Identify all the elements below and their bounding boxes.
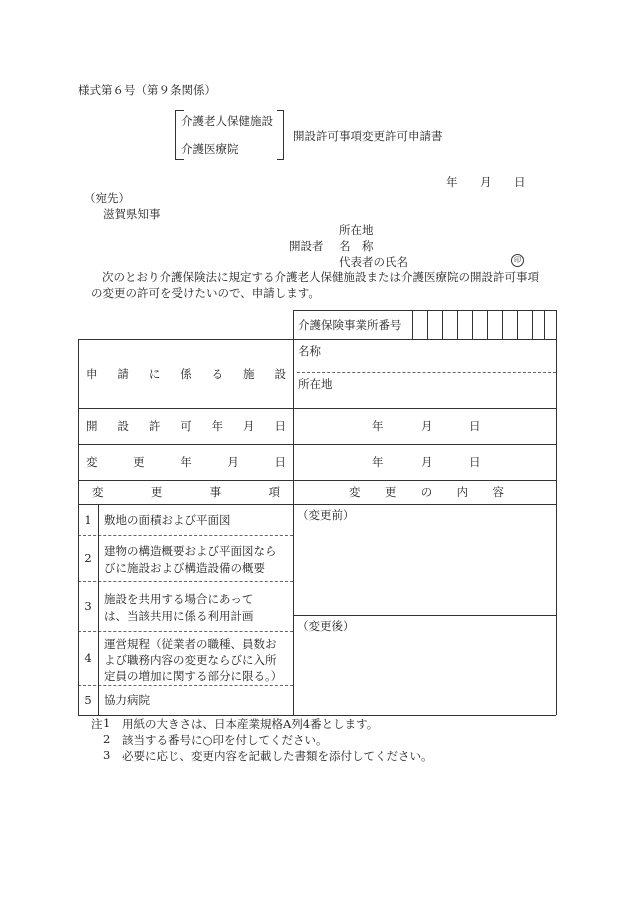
form-number: 様式第６号（第９条関係） bbox=[78, 83, 216, 97]
note-text: 用紙の大きさは、日本産業規格A列4番とします。 bbox=[122, 717, 379, 731]
header-char: 更 bbox=[384, 485, 397, 499]
dashed-rule bbox=[78, 535, 293, 536]
label-char: 日 bbox=[274, 455, 286, 469]
header-char: 変 bbox=[92, 485, 104, 499]
date-day-label: 日 bbox=[514, 175, 526, 189]
label-char: 変 bbox=[86, 455, 98, 469]
item-number: 3 bbox=[84, 599, 92, 613]
applicant-group-label: 開設者 bbox=[289, 239, 324, 253]
date-year-label: 年 bbox=[446, 175, 458, 189]
label-char: 施 bbox=[243, 366, 255, 381]
header-char: 変 bbox=[349, 485, 361, 499]
applicant-name-label: 名 称 bbox=[339, 239, 374, 253]
facility-label bbox=[86, 339, 286, 408]
date-month-label: 月 bbox=[480, 175, 492, 189]
label-char: 月 bbox=[243, 419, 255, 433]
item-number: 4 bbox=[84, 651, 92, 665]
seal-mark: 印 bbox=[511, 254, 524, 267]
label-char: 許 bbox=[148, 419, 161, 433]
item-text: は、当該共用に係る利用計画 bbox=[104, 609, 254, 623]
permit-month-unit: 月 bbox=[421, 419, 433, 433]
facility-name-label: 名称 bbox=[298, 344, 321, 358]
dashed-rule bbox=[78, 631, 293, 632]
note-number: 3 bbox=[103, 748, 111, 762]
label-char: る bbox=[211, 366, 224, 381]
rule bbox=[98, 504, 99, 715]
note-text: 必要に応じ、変更内容を記載した書類を添付してください。 bbox=[122, 749, 433, 763]
after-label: （変更後） bbox=[297, 619, 355, 633]
right-bracket bbox=[277, 110, 284, 160]
label-char: 年 bbox=[211, 419, 224, 433]
label-char: 開 bbox=[86, 419, 98, 433]
permit-date-label bbox=[86, 408, 286, 444]
header-char: の bbox=[420, 485, 433, 499]
body-text-line-2: の変更の許可を受けたいので、申請します。 bbox=[91, 286, 320, 300]
label-char: 月 bbox=[227, 455, 239, 469]
dashed-rule bbox=[78, 581, 293, 582]
addressee-name: 滋賀県知事 bbox=[103, 207, 161, 221]
label-char: 設 bbox=[117, 419, 129, 433]
rule bbox=[293, 615, 556, 616]
applicant-rep-label: 代表者の氏名 bbox=[339, 255, 408, 269]
facility-location-label: 所在地 bbox=[298, 377, 333, 391]
label-char: 更 bbox=[133, 455, 145, 469]
header-char: 項 bbox=[268, 485, 280, 499]
note-text: 該当する番号に○印を付してください。 bbox=[122, 733, 328, 747]
before-label: （変更前） bbox=[297, 508, 355, 522]
application-table bbox=[78, 310, 556, 715]
item-number: 1 bbox=[84, 512, 92, 527]
item-text: 建物の構造概要および平面図なら bbox=[104, 544, 277, 558]
provider-number-boxes[interactable] bbox=[413, 311, 555, 338]
header-char: 更 bbox=[150, 485, 163, 499]
label-char: に bbox=[148, 366, 161, 381]
label-char: 請 bbox=[117, 366, 129, 381]
label-char: 係 bbox=[180, 366, 192, 381]
note-number: 2 bbox=[103, 732, 111, 746]
label-char: 申 bbox=[86, 366, 98, 381]
page-title: 開設許可事項変更許可申請書 bbox=[293, 129, 443, 143]
item-text: 施設を共用する場合にあって bbox=[104, 592, 254, 606]
addressee-label: （宛先） bbox=[84, 191, 130, 205]
header-char: 事 bbox=[209, 485, 222, 499]
note-number: 1 bbox=[103, 716, 111, 730]
label-char: 日 bbox=[274, 419, 286, 433]
title-facility-2: 介護医療院 bbox=[181, 142, 239, 156]
provider-number-label: 介護保険事業所番号 bbox=[298, 317, 402, 332]
item-number: 5 bbox=[84, 693, 92, 707]
change-month-unit: 月 bbox=[421, 455, 433, 469]
item-text: びに施設および構造設備の概要 bbox=[104, 561, 265, 575]
change-content-header bbox=[349, 480, 504, 504]
permit-day-unit: 日 bbox=[469, 419, 481, 433]
notes-prefix: 注 bbox=[91, 717, 103, 731]
item-text: よび職務内容の変更ならびに入所 bbox=[104, 653, 277, 667]
change-year-unit: 年 bbox=[372, 455, 384, 469]
rule bbox=[556, 310, 557, 715]
permit-year-unit: 年 bbox=[372, 419, 384, 433]
dashed-rule bbox=[297, 372, 556, 373]
item-text: 運営規程（従業者の職種、員数お bbox=[104, 637, 277, 651]
title-facility-1: 介護老人保健施設 bbox=[181, 114, 273, 128]
rule bbox=[293, 310, 294, 715]
change-date-label bbox=[86, 444, 286, 480]
item-text: 協力病院 bbox=[104, 693, 150, 707]
applicant-address-label: 所在地 bbox=[339, 223, 374, 237]
item-text: 定員の増加に関する部分に限る。） bbox=[104, 669, 283, 683]
label-char: 設 bbox=[274, 366, 286, 381]
header-char: 内 bbox=[456, 485, 469, 499]
label-char: 可 bbox=[180, 419, 192, 433]
change-items-header bbox=[92, 480, 280, 504]
change-day-unit: 日 bbox=[469, 455, 481, 469]
item-number: 2 bbox=[84, 551, 92, 565]
body-text-line-1: 次のとおり介護保険法に規定する介護老人保健施設または介護医療院の開設許可事項 bbox=[102, 270, 539, 284]
header-char: 容 bbox=[492, 485, 504, 499]
item-text: 敷地の面積および平面図 bbox=[104, 512, 231, 527]
label-char: 年 bbox=[180, 455, 192, 469]
